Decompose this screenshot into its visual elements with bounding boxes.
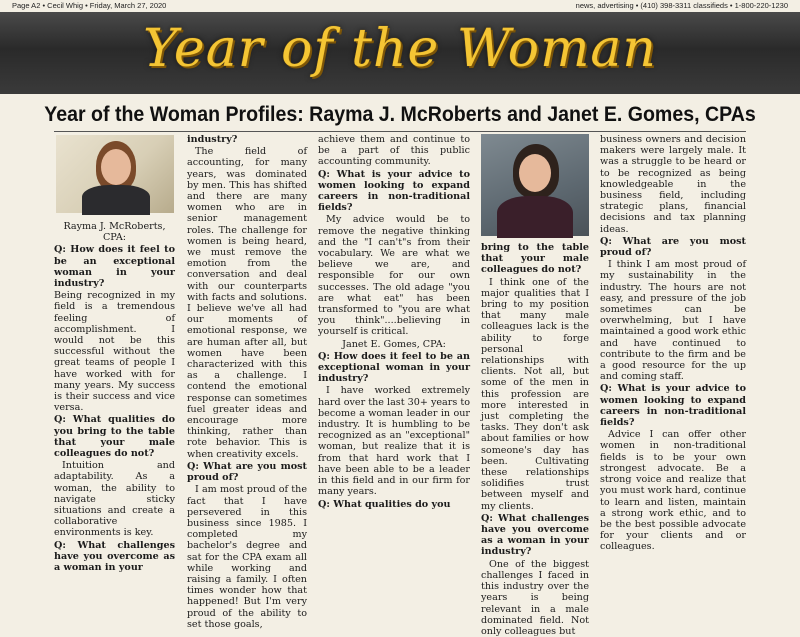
- answer-paragraph: achieve them and continue to be a part of this public accounting community.: [318, 134, 470, 168]
- answer-paragraph: I am most proud of the fact that I have persevered in this business since 1985. I completed my bachelor's degree and sat for the CPA exam all while working and raising a family. I often times wonder how that happened! But I'm very proud of the ability to set those goals,: [187, 484, 307, 630]
- column-4-body: [481, 242, 589, 637]
- contact-line: news, advertising • (410) 398-3311 classifieds • 1-800-220-1230: [575, 1, 788, 10]
- portrait-photo-janet: [481, 134, 589, 236]
- answer-paragraph: Intuition and adaptability. As a woman, the ability to navigate sticky situations and create a collaborative environments is key.: [54, 460, 175, 539]
- interview-question: bring to the table that your male colleagues do not?: [481, 242, 589, 276]
- interview-question: Q: What is your advice to women looking to expand careers in non-traditional fields?: [318, 168, 470, 214]
- caption-rayma: Rayma J. McRoberts, CPA:: [63, 221, 166, 244]
- headline-rule: [54, 131, 746, 132]
- page-folio: Page A2 • Cecil Whig • Friday, March 27, 2020: [12, 1, 167, 10]
- column-5: [600, 134, 746, 553]
- article-headline: Year of the Woman Profiles: Rayma J. McRoberts and Janet E. Gomes, CPAs: [44, 102, 756, 126]
- column-2-body: [187, 134, 307, 630]
- column-1: [54, 134, 175, 574]
- column-4: [481, 134, 589, 637]
- interview-question: Q: What challenges have you overcome as a woman in your industry?: [481, 512, 589, 558]
- column-5-body: [600, 134, 746, 553]
- interview-question: Q: What qualities do you: [318, 498, 451, 510]
- section-banner: [0, 12, 800, 94]
- banner-title: Year of the Woman: [143, 19, 657, 79]
- answer-paragraph: Being recognized in my field is a tremendous feeling of accomplishment. I would not be this successful without the great teams of people I have worked with for many years. My success is their success and vice versa.: [54, 290, 175, 414]
- interview-question: industry?: [187, 134, 238, 145]
- answer-paragraph: The field of accounting, for many years, was dominated by men. This has shifted and there are many women who are in senior management roles. The challenge for women is being heard, we must remove the emotion from the conversation and deal with our counterparts with facts and solutions. I believe we've all had our moments of emotional response, we are human after all, but women have been characterized with this as a challenge. I contend the emotional response can sometimes fuel greater ideas and encourage more thinking, rather than rote behavior. This is when creativity excels.: [187, 146, 307, 460]
- interview-question: Q: What is your advice to women looking to expand careers in non-traditional fields?: [600, 383, 746, 429]
- answer-paragraph: My advice would be to remove the negative thinking and the "I can't"s from their vocabulary. We are what we believe we are, and responsible for our own successes. The old adage "you are what eat" has been transformed to "you are what you think"....believing in yourself is critical.: [318, 214, 470, 338]
- profile-caption: Janet E. Gomes, CPA:: [342, 338, 446, 350]
- interview-question: Q: What are you most proud of?: [600, 235, 746, 259]
- interview-question: Q: What challenges have you overcome as a woman in your: [54, 539, 175, 574]
- column-3: [318, 134, 470, 510]
- interview-question: Q: How does it feel to be an exceptional woman in your industry?: [54, 244, 175, 290]
- answer-paragraph: Advice I can offer other women in non-traditional fields is to be your own strongest advocate. Be a strong voice and realize that you must work hard, continue to learn and listen, maintain a strong work ethic, and to be the best possible advocate for your clients and or colleagues.: [600, 429, 746, 553]
- page-header: [0, 0, 800, 12]
- interview-question: Q: What qualities do you bring to the table that your male colleagues do not?: [54, 414, 175, 460]
- interview-question: Q: What are you most proud of?: [187, 460, 307, 484]
- answer-paragraph: business owners and decision makers were largely male. It was a struggle to be heard or to be recognized as being knowledgeable in the business field, including strategic plans, financial decisions and tax planning ideas.: [600, 134, 746, 235]
- portrait-photo-rayma: [56, 135, 174, 213]
- answer-paragraph: I think one of the major qualities that I bring to my position that many male colleagues lack is the ability to forge personal relationships with clients. Not all, but some of the men in this profession are more interested in just completing the tasks. They don't ask about families or how someone's day has been. Cultivating these relationships solidifies trust between myself and my clients.: [481, 276, 589, 512]
- column-2: [187, 134, 307, 630]
- column-1-body: [54, 244, 175, 573]
- answer-paragraph: One of the biggest challenges I faced in this industry over the years is being relevant in a male dominated field. Not only colleagues but: [481, 558, 589, 637]
- answer-paragraph: I think I am most proud of my sustainability in the industry. The hours are not easy, and pressure of the job sometimes can be overwhelming, but I have maintained a good work ethic and have continued to contribute to the firm and be a good resource for the up and coming staff.: [600, 259, 746, 383]
- answer-paragraph: I have worked extremely hard over the last 30+ years to become a woman leader in our industry. It is humbling to be recognized as an "exceptional" woman, but realize that it is from that hard work that I have been able to be a leader in this field and in our firm for many years.: [318, 385, 470, 498]
- column-3-body: [318, 134, 470, 510]
- interview-question: Q: How does it feel to be an exceptional woman in your industry?: [318, 350, 470, 385]
